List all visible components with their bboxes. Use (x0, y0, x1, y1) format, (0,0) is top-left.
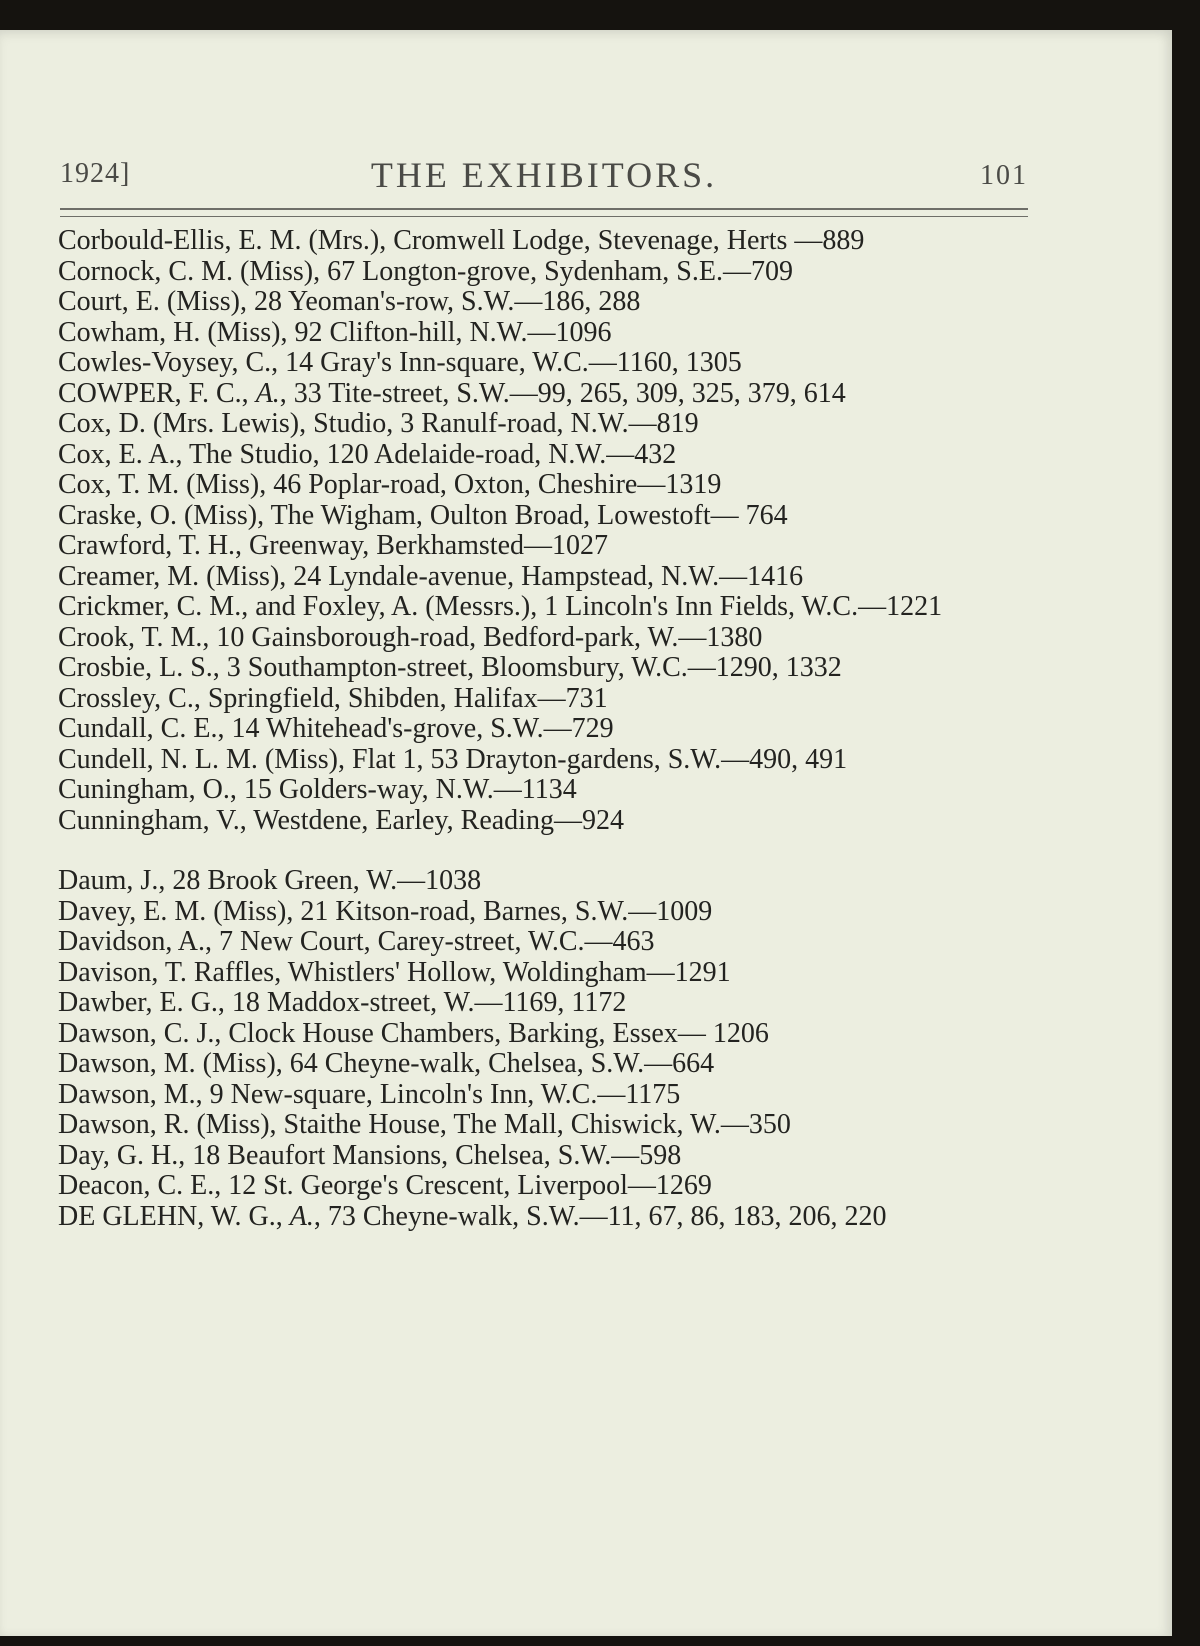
exhibitor-entry: Cowles-Voysey, C., 14 Gray's Inn-square, W.C.—1160, 1305 (58, 347, 742, 378)
exhibitor-entry: Cox, D. (Mrs. Lewis), Studio, 3 Ranulf-road, N.W.—819 (58, 408, 699, 439)
exhibitor-entry: Cowham, H. (Miss), 92 Clifton-hill, N.W.—1096 (58, 316, 612, 348)
exhibitor-entry: Dawson, C. J., Clock House Chambers, Barking, Essex— 1206 (58, 1017, 769, 1049)
exhibitor-entry: Dawson, M. (Miss), 64 Cheyne-walk, Chelsea, S.W.—664 (58, 1048, 715, 1079)
page-title: THE EXHIBITORS. (370, 155, 718, 195)
exhibitor-entry: Corbould-Ellis, E. M. (Mrs.), Cromwell Lodge, Stevenage, Herts —889 (58, 225, 865, 256)
exhibitor-entry: Cox, T. M. (Miss), 46 Poplar-road, Oxton, Cheshire—1319 (58, 469, 722, 500)
exhibitor-entry: Craske, O. (Miss), The Wigham, Oulton Broad, Lowestoft— 764 (58, 499, 788, 531)
exhibitor-entry: Davey, E. M. (Miss), 21 Kitson-road, Barnes, S.W.—1009 (58, 895, 713, 927)
exhibitor-details: , 33 Tite-street, S.W.—99, 265, 309, 325, 379, 614 (279, 377, 846, 409)
exhibitor-list (58, 226, 1038, 1232)
exhibitor-entry: Cundell, N. L. M. (Miss), Flat 1, 53 Drayton-gardens, S.W.—490, 491 (58, 743, 848, 775)
exhibitor-entry (58, 379, 1038, 410)
exhibitor-entry: Day, G. H., 18 Beaufort Mansions, Chelsea, S.W.—598 (58, 1139, 682, 1171)
exhibitor-entry: Crickmer, C. M., and Foxley, A. (Messrs.), 1 Lincoln's Inn Fields, W.C.—1221 (58, 591, 943, 622)
exhibitor-entry: Davidson, A., 7 New Court, Carey-street, W.C.—463 (58, 926, 655, 957)
exhibitor-entry: Cox, E. A., The Studio, 120 Adelaide-road, N.W.—432 (58, 438, 677, 470)
book-page (0, 30, 1172, 1636)
exhibitor-entry: Dawber, E. G., 18 Maddox-street, W.—1169, 1172 (58, 987, 627, 1018)
exhibitor-entry: Cornock, C. M. (Miss), 67 Longton-grove, Sydenham, S.E.—709 (58, 255, 793, 287)
exhibitor-entry (58, 1202, 1038, 1233)
exhibitor-entry: Crook, T. M., 10 Gainsborough-road, Bedford-park, W.—1380 (58, 621, 763, 653)
exhibitor-entry: Deacon, C. E., 12 St. George's Crescent, Liverpool—1269 (58, 1170, 712, 1201)
section-gap (58, 836, 1038, 866)
exhibitor-entry: Crossley, C., Springfield, Shibden, Halifax—731 (58, 682, 608, 714)
exhibitor-name: DE GLEHN, W. G., (58, 1200, 290, 1232)
exhibitor-entry: Cuningham, O., 15 Golders-way, N.W.—1134 (58, 774, 577, 805)
exhibitor-entry: Daum, J., 28 Brook Green, W.—1038 (58, 865, 482, 896)
header-year: 1924] (60, 158, 131, 189)
exhibitor-entry: Davison, T. Raffles, Whistlers' Hollow, Woldingham—1291 (58, 956, 731, 988)
exhibitor-entry: Creamer, M. (Miss), 24 Lyndale-avenue, Hampstead, N.W.—1416 (58, 560, 804, 592)
header-rule-thin (60, 216, 1028, 217)
exhibitor-entry: Crawford, T. H., Greenway, Berkhamsted—1027 (58, 530, 609, 561)
exhibitor-entry: Crosbie, L. S., 3 Southampton-street, Bloomsbury, W.C.—1290, 1332 (58, 652, 842, 683)
running-header (60, 150, 1028, 200)
header-rule (60, 208, 1028, 210)
page-number: 101 (980, 160, 1028, 191)
exhibitor-details: , 73 Cheyne-walk, S.W.—11, 67, 86, 183, 206, 220 (313, 1200, 887, 1232)
exhibitor-entry: Court, E. (Miss), 28 Yeoman's-row, S.W.—186, 288 (58, 286, 641, 317)
exhibitor-entry: Dawson, R. (Miss), Staithe House, The Mall, Chiswick, W.—350 (58, 1109, 791, 1140)
associate-designation: A. (255, 377, 280, 409)
exhibitor-entry: Dawson, M., 9 New-square, Lincoln's Inn, W.C.—1175 (58, 1078, 681, 1110)
exhibitor-entry: Cunningham, V., Westdene, Earley, Reading—924 (58, 804, 624, 836)
associate-designation: A. (289, 1200, 314, 1232)
exhibitor-name: COWPER, F. C., (58, 377, 256, 409)
exhibitor-entry: Cundall, C. E., 14 Whitehead's-grove, S.W.—729 (58, 713, 614, 744)
